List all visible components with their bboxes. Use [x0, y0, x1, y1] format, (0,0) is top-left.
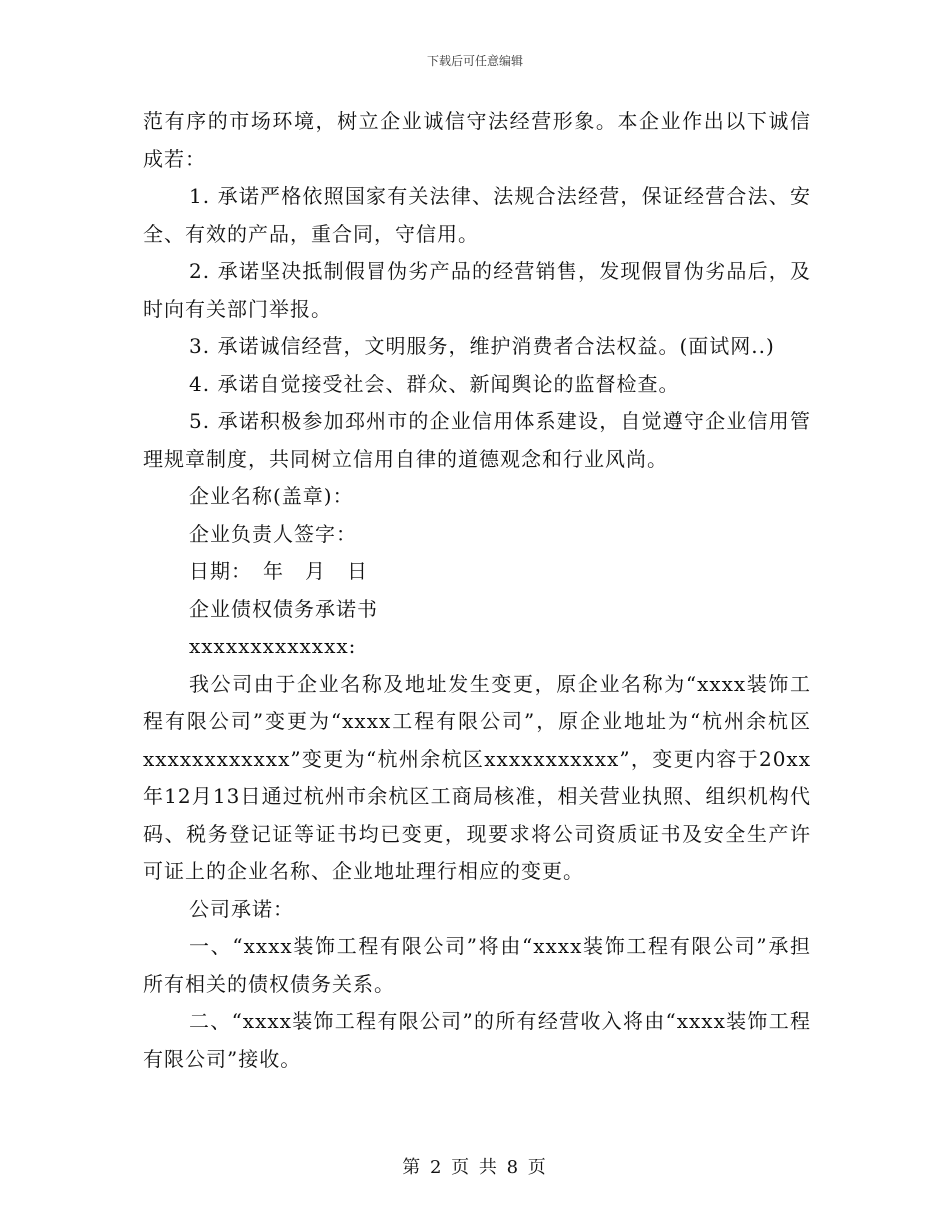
document-paragraph: 二、“xxxx装饰工程有限公司”的所有经营收入将由“xxxx装饰工程有限公司”接收。: [143, 1009, 811, 1071]
document-paragraph: 企业负责人签字：: [189, 521, 357, 546]
document-body: [143, 103, 811, 1078]
document-paragraph: 4. 承诺自觉接受社会、群众、新闻舆论的监督检查。: [189, 371, 680, 396]
document-paragraph: 范有序的市场环境，树立企业诚信守法经营形象。本企业作出以下诚信成若：: [143, 109, 811, 171]
document-paragraph: 企业名称(盖章)：: [189, 484, 354, 508]
document-paragraph: 1. 承诺严格依照国家有关法律、法规合法经营，保证经营合法、安全、有效的产品，重合同，守信用。: [143, 184, 811, 246]
document-paragraph: 一、“xxxx装饰工程有限公司”将由“xxxx装饰工程有限公司”承担所有相关的债权债务关系。: [143, 934, 811, 996]
document-paragraph: 2. 承诺坚决抵制假冒伪劣产品的经营销售，发现假冒伪劣品后，及时向有关部门举报。: [143, 259, 811, 321]
document-paragraph: 企业债权债务承诺书: [189, 596, 378, 621]
page-header: 下载后可任意编辑: [426, 54, 523, 68]
page-footer: 第 2 页 共 8 页: [402, 1157, 548, 1178]
document-paragraph: 我公司由于企业名称及地址发生变更，原企业名称为“xxxx装饰工程有限公司”变更为“xxxx工程有限公司”，原企业地址为“杭州余杭区xxxxxxxxxxxx”变更为“杭州余杭区xxxxxxxxxxx”，变更内容于20xx年12月13日通过杭州市余杭区工商局核准，相关营业执照、组织机构代码、税务登记证等证书均已变更，现要求将公司资质证书及安全生产许可证上的企业名称、企业地址理行相应的变更。: [143, 671, 811, 883]
document-paragraph: 日期： 年 月 日: [189, 559, 368, 583]
document-paragraph: 公司承诺：: [189, 896, 294, 921]
document-paragraph: xxxxxxxxxxxxx:: [189, 634, 357, 658]
document-paragraph: 5. 承诺积极参加邳州市的企业信用体系建设，自觉遵守企业信用管理规章制度，共同树立信用自律的道德观念和行业风尚。: [143, 409, 811, 471]
document-paragraph: 3. 承诺诚信经营，文明服务，维护消费者合法权益。(面试网..): [189, 334, 775, 358]
